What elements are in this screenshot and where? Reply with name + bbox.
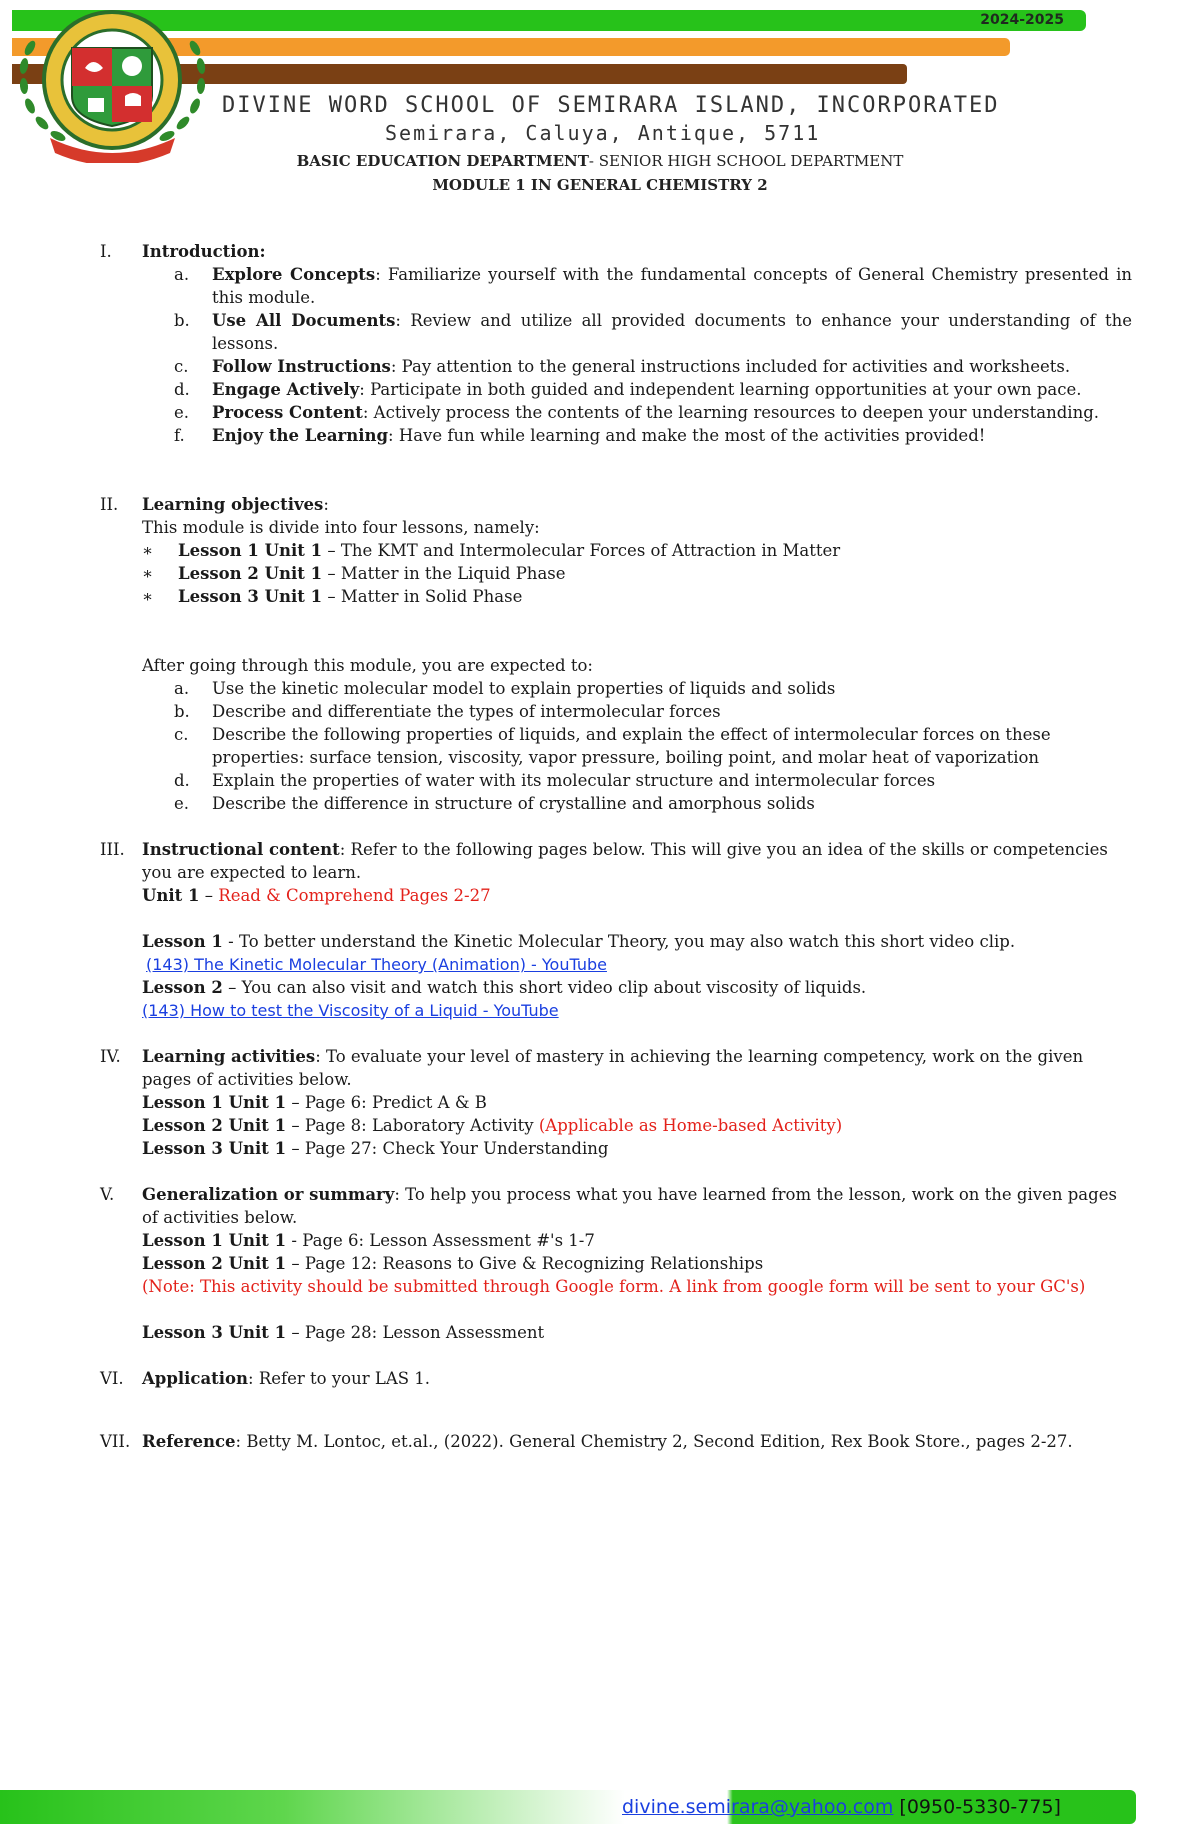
summary-line: Lesson 2 Unit 1 – Page 12: Reasons to Give & Recognizing Relationships [142, 1254, 764, 1273]
section-heading: Learning activities [142, 1047, 316, 1066]
section-numeral: IV. [100, 1047, 121, 1066]
school-name: DIVINE WORD SCHOOL OF SEMIRARA ISLAND, INCORPORATED [222, 93, 1000, 118]
section-heading: Reference [142, 1432, 236, 1451]
objectives-after: After going through this module, you are expected to: [142, 656, 593, 675]
section-heading: Application [142, 1369, 249, 1388]
goal-item: c. Describe the following properties of liquids, and explain the effect of intermolecular forces on these properties: surface tension, viscosity, vapor pressure, boiling point, and molar heat of vaporization [174, 725, 1051, 767]
section-heading: Instructional content [142, 840, 340, 859]
section-heading: Introduction [142, 242, 260, 261]
module-content [100, 240, 1132, 1453]
activity-line: Lesson 1 Unit 1 – Page 6: Predict A & B [142, 1093, 487, 1112]
section-numeral: V. [100, 1185, 115, 1204]
goal-item: e. Describe the difference in structure of crystalline and amorphous solids [174, 794, 815, 813]
footer-email-link[interactable]: divine.semirara@yahoo.com [622, 1796, 894, 1818]
summary-note: (Note: This activity should be submitted through Google form. A link from google form will be sent to your GC's) [142, 1277, 1086, 1296]
section-instructional-content: III. Instructional content: Refer to the following pages below. This will give you an idea of the skills or competencies you are expected to learn. Unit 1 – Read & Comprehend Pages 2-27 Lesson 1 - To better understand the Kinetic Molecular Theory, you may also watch this short video clip. (143) The Kinetic Molecular Theory (Animation) - YouTube Lesson 2 – You can also visit and watch this short video clip about viscosity of liquids. (143) How to test the Viscosity of a Liquid - YouTube [100, 838, 1132, 1022]
section-numeral: VII. [100, 1432, 131, 1451]
list-item: b. Use All Documents: Review and utilize all provided documents to enhance your understanding of the lessons. [174, 311, 1132, 353]
section-numeral: I. [100, 242, 112, 261]
section-application: VI. Application: Refer to your LAS 1. [100, 1369, 431, 1388]
goal-item: a. Use the kinetic molecular model to explain properties of liquids and solids [174, 679, 836, 698]
list-item: f. Enjoy the Learning: Have fun while learning and make the most of the activities provided! [174, 426, 986, 445]
lesson1-line: Lesson 1 - To better understand the Kinetic Molecular Theory, you may also watch this short video clip. [142, 932, 1016, 951]
list-item: c. Follow Instructions: Pay attention to the general instructions included for activities and worksheets. [174, 357, 1071, 376]
school-year: 2024-2025 [980, 12, 1064, 28]
section-numeral: III. [100, 840, 125, 859]
viscosity-video-link[interactable]: (143) How to test the Viscosity of a Liquid - YouTube [142, 1001, 559, 1020]
department-line [0, 152, 1200, 170]
school-address: Semirara, Caluya, Antique, 5711 [385, 121, 821, 145]
unit-line: Unit 1 – Read & Comprehend Pages 2-27 [142, 886, 491, 905]
section-heading: Generalization or summary [142, 1185, 395, 1204]
school-seal-logo [10, 8, 215, 163]
lesson-item: ∗ Lesson 3 Unit 1 – Matter in Solid Phase [142, 587, 523, 606]
lesson-item: ∗ Lesson 2 Unit 1 – Matter in the Liquid Phase [142, 564, 566, 583]
goal-item: d. Explain the properties of water with its molecular structure and intermolecular forces [174, 771, 936, 790]
activity-line: Lesson 2 Unit 1 – Page 8: Laboratory Activity (Applicable as Home-based Activity) [142, 1116, 843, 1135]
section-learning-activities: IV. Learning activities: To evaluate your level of mastery in achieving the learning competency, work on the given pages of activities below. Lesson 1 Unit 1 – Page 6: Predict A & B Lesson 2 Unit 1 – Page 8: Laboratory Activity (Applicable as Home-based Activity) Lesson 3 Unit 1 – Page 27: Check Your Understanding [100, 1045, 1132, 1160]
activity-line: Lesson 3 Unit 1 – Page 27: Check Your Understanding [142, 1139, 609, 1158]
section-generalization: V. Generalization or summary: To help you process what you have learned from the lesson, work on the given pages of activities below. Lesson 1 Unit 1 - Page 6: Lesson Assessment #'s 1-7 Lesson 2 Unit 1 – Page 12: Reasons to Give & Recognizing Relationships (Note: This activity should be submitted through Google form. A link from google form will be sent to your GC's) Lesson 3 Unit 1 – Page 28: Lesson Assessment [100, 1183, 1132, 1344]
department-subtitle: - SENIOR HIGH SCHOOL DEPARTMENT [588, 152, 904, 170]
section-introduction: I. Introduction: a. Explore Concepts: Familiarize yourself with the fundamental concepts of General Chemistry presented in this module. b. Use All Documents: Review and utilize all provided documents to enhance your understanding of the lessons. c. Follow Instructions: Pay attention to the general instructions included for activities and worksheets. d. Engage Actively: Participate in both guided and independent learning opportunities at your own pace. e. Process Content: Actively process the contents of the learning resources to deepen your understanding. f. Enjoy the Learning: Have fun while learning and make the most of the activities provided! [100, 242, 1132, 445]
footer-phone: [0950-5330-775] [893, 1796, 1061, 1818]
department-name: BASIC EDUCATION DEPARTMENT [296, 152, 589, 170]
objectives-intro: This module is divide into four lessons, namely: [142, 518, 540, 537]
list-item: a. Explore Concepts: Familiarize yourself with the fundamental concepts of General Chemistry presented in this module. [174, 265, 1132, 307]
module-title: MODULE 1 IN GENERAL CHEMISTRY 2 [432, 176, 768, 194]
section-learning-objectives: II. Learning objectives: This module is divide into four lessons, namely: ∗ Lesson 1 Unit 1 – The KMT and Intermolecular Forces of Attraction in Matter ∗ Lesson 2 Unit 1 – Matter in the Liquid Phase ∗ Lesson 3 Unit 1 – Matter in Solid Phase After going through this module, you are expected to: a. Use the kinetic molecular model to explain properties of liquids and solids b. Describe and differentiate the types of intermolecular forces c. Describe the following properties of liquids, and explain the effect of intermolecular forces on these properties: surface tension, viscosity, vapor pressure, boiling point, and molar heat of vaporization d. Explain the properties of water with its molecular structure and intermolecular forces e. Describe the difference in structure of crystalline and amorphous solids [100, 493, 1132, 815]
summary-line: Lesson 1 Unit 1 - Page 6: Lesson Assessment #'s 1-7 [142, 1231, 595, 1250]
lesson2-line: Lesson 2 – You can also visit and watch this short video clip about viscosity of liquids. [142, 978, 867, 997]
summary-line: Lesson 3 Unit 1 – Page 28: Lesson Assessment [142, 1323, 545, 1342]
section-numeral: II. [100, 495, 119, 514]
section-heading: Learning objectives [142, 495, 324, 514]
section-reference: VII. Reference: Betty M. Lontoc, et.al., (2022). General Chemistry 2, Second Edition, Rex Book Store., pages 2-27. [100, 1432, 1073, 1451]
goal-item: b. Describe and differentiate the types of intermolecular forces [174, 702, 721, 721]
list-item: d. Engage Actively: Participate in both guided and independent learning opportunities at your own pace. [174, 380, 1082, 399]
lesson-item: ∗ Lesson 1 Unit 1 – The KMT and Intermolecular Forces of Attraction in Matter [142, 541, 841, 560]
section-numeral: VI. [100, 1369, 124, 1388]
kmt-video-link[interactable]: (143) The Kinetic Molecular Theory (Animation) - YouTube [146, 955, 607, 974]
list-item: e. Process Content: Actively process the contents of the learning resources to deepen your understanding. [174, 403, 1100, 422]
footer-contact [622, 1796, 1061, 1818]
